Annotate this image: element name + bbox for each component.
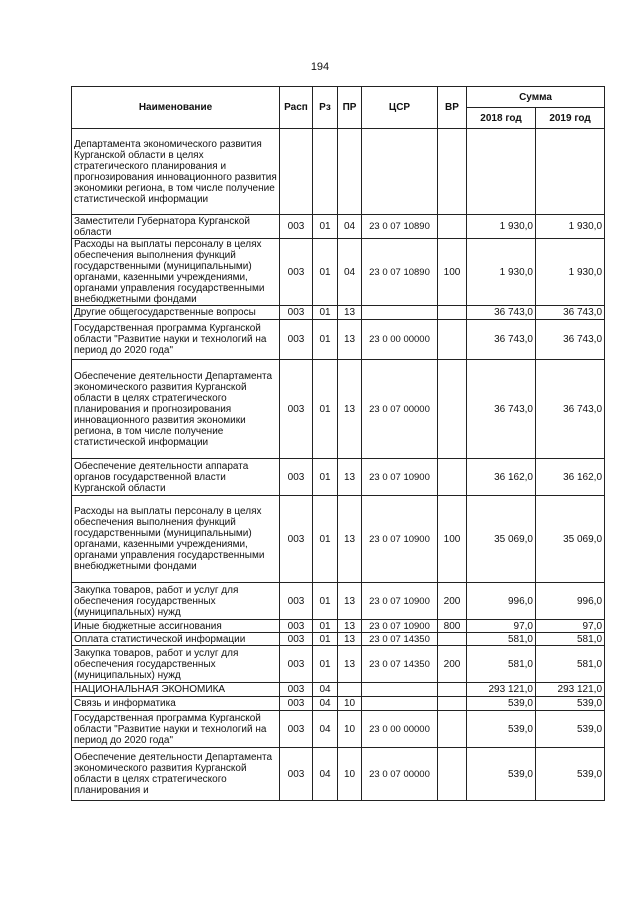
row-rz: 01 <box>313 459 338 496</box>
row-pr: 13 <box>338 320 362 360</box>
header-rz: Рз <box>313 87 338 129</box>
row-pr: 13 <box>338 306 362 320</box>
row-csr: 23 0 07 00000 <box>362 748 438 801</box>
table-row <box>72 646 605 683</box>
row-rz: 04 <box>313 711 338 748</box>
row-sum-2019: 996,0 <box>536 583 605 620</box>
header-sum: Сумма <box>467 87 605 108</box>
row-rasp: 003 <box>280 496 313 583</box>
row-csr: 23 0 00 00000 <box>362 711 438 748</box>
table-row <box>72 129 605 215</box>
row-vr: 100 <box>438 496 467 583</box>
row-csr: 23 0 07 14350 <box>362 646 438 683</box>
table-row <box>72 496 605 583</box>
row-rz: 01 <box>313 496 338 583</box>
table-row <box>72 633 605 646</box>
row-name: Закупка товаров, работ и услуг для обеспечения государственных (муниципальных) нужд <box>72 583 280 620</box>
row-name: Государственная программа Курганской области "Развитие науки и технологий на период до 2020 года" <box>72 711 280 748</box>
row-pr: 13 <box>338 360 362 459</box>
row-name: НАЦИОНАЛЬНАЯ ЭКОНОМИКА <box>72 683 280 697</box>
row-pr: 13 <box>338 459 362 496</box>
row-sum-2019: 36 743,0 <box>536 320 605 360</box>
row-pr: 13 <box>338 496 362 583</box>
row-rz: 04 <box>313 683 338 697</box>
row-name: Обеспечение деятельности Департамента экономического развития Курганской области в целях стратегического планирования и прогнозирования инновационного развития экономики региона, в том числе получение статистической информации <box>72 360 280 459</box>
row-sum-2018: 36 162,0 <box>467 459 536 496</box>
row-sum-2018: 996,0 <box>467 583 536 620</box>
row-name: Государственная программа Курганской области "Развитие науки и технологий на период до 2020 года" <box>72 320 280 360</box>
row-csr: 23 0 07 10900 <box>362 583 438 620</box>
row-name: Обеспечение деятельности Департамента экономического развития Курганской области в целях стратегического планирования и <box>72 748 280 801</box>
row-rz: 01 <box>313 215 338 239</box>
row-pr: 13 <box>338 646 362 683</box>
row-vr <box>438 306 467 320</box>
row-vr <box>438 129 467 215</box>
row-csr <box>362 697 438 711</box>
budget-table <box>71 86 605 801</box>
header-csr: ЦСР <box>362 87 438 129</box>
table-row <box>72 306 605 320</box>
row-sum-2019: 36 743,0 <box>536 306 605 320</box>
row-name: Закупка товаров, работ и услуг для обеспечения государственных (муниципальных) нужд <box>72 646 280 683</box>
row-sum-2019: 1 930,0 <box>536 215 605 239</box>
table-row <box>72 711 605 748</box>
page-number: 194 <box>310 61 330 73</box>
row-rz: 04 <box>313 697 338 711</box>
row-vr <box>438 360 467 459</box>
row-vr <box>438 748 467 801</box>
row-rz: 04 <box>313 748 338 801</box>
header-year-2019: 2019 год <box>536 108 605 129</box>
row-vr: 800 <box>438 620 467 633</box>
row-pr: 10 <box>338 748 362 801</box>
row-rasp: 003 <box>280 306 313 320</box>
row-name: Обеспечение деятельности аппарата органов государственной власти Курганской области <box>72 459 280 496</box>
row-rasp: 003 <box>280 320 313 360</box>
row-sum-2019: 581,0 <box>536 633 605 646</box>
header-pr: ПР <box>338 87 362 129</box>
row-vr <box>438 683 467 697</box>
row-sum-2019: 539,0 <box>536 697 605 711</box>
row-sum-2018: 539,0 <box>467 748 536 801</box>
row-name: Расходы на выплаты персоналу в целях обеспечения выполнения функций государственными (муниципальными) органами, казенными учреждениями, органами управления государственными внебюджетными фондами <box>72 496 280 583</box>
row-csr <box>362 306 438 320</box>
row-vr: 100 <box>438 239 467 306</box>
row-sum-2018: 539,0 <box>467 711 536 748</box>
row-sum-2019 <box>536 129 605 215</box>
row-name: Оплата статистической информации <box>72 633 280 646</box>
row-csr <box>362 129 438 215</box>
row-csr: 23 0 07 10900 <box>362 496 438 583</box>
row-name: Связь и информатика <box>72 697 280 711</box>
row-sum-2019: 581,0 <box>536 646 605 683</box>
row-vr: 200 <box>438 646 467 683</box>
row-sum-2019: 35 069,0 <box>536 496 605 583</box>
row-name: Иные бюджетные ассигнования <box>72 620 280 633</box>
row-csr <box>362 683 438 697</box>
row-rasp: 003 <box>280 711 313 748</box>
row-vr <box>438 633 467 646</box>
row-vr <box>438 320 467 360</box>
header-rasp: Расп <box>280 87 313 129</box>
row-rz: 01 <box>313 646 338 683</box>
row-sum-2018: 35 069,0 <box>467 496 536 583</box>
row-sum-2018: 97,0 <box>467 620 536 633</box>
row-sum-2018: 1 930,0 <box>467 239 536 306</box>
row-rasp: 003 <box>280 697 313 711</box>
row-rz: 01 <box>313 306 338 320</box>
table-row <box>72 620 605 633</box>
row-sum-2019: 293 121,0 <box>536 683 605 697</box>
row-rasp: 003 <box>280 748 313 801</box>
row-vr <box>438 215 467 239</box>
row-pr: 10 <box>338 711 362 748</box>
row-sum-2018: 36 743,0 <box>467 306 536 320</box>
row-pr <box>338 683 362 697</box>
row-csr: 23 0 00 00000 <box>362 320 438 360</box>
row-csr: 23 0 07 10900 <box>362 620 438 633</box>
row-sum-2018: 293 121,0 <box>467 683 536 697</box>
row-vr: 200 <box>438 583 467 620</box>
row-pr <box>338 129 362 215</box>
row-pr: 13 <box>338 620 362 633</box>
table-row <box>72 683 605 697</box>
row-csr: 23 0 07 10890 <box>362 239 438 306</box>
table-body <box>72 129 605 801</box>
row-rz: 01 <box>313 360 338 459</box>
header-name: Наименование <box>72 87 280 129</box>
row-rz: 01 <box>313 633 338 646</box>
table-row <box>72 360 605 459</box>
row-sum-2018: 581,0 <box>467 633 536 646</box>
row-rasp: 003 <box>280 215 313 239</box>
row-rasp <box>280 129 313 215</box>
header-year-2018: 2018 год <box>467 108 536 129</box>
row-name: Заместители Губернатора Курганской области <box>72 215 280 239</box>
row-sum-2018: 1 930,0 <box>467 215 536 239</box>
row-pr: 13 <box>338 633 362 646</box>
table-row <box>72 215 605 239</box>
row-rasp: 003 <box>280 683 313 697</box>
row-pr: 04 <box>338 239 362 306</box>
row-rz: 01 <box>313 620 338 633</box>
table-row <box>72 320 605 360</box>
row-sum-2018 <box>467 129 536 215</box>
row-rz <box>313 129 338 215</box>
row-rz: 01 <box>313 320 338 360</box>
row-sum-2018: 581,0 <box>467 646 536 683</box>
table-row <box>72 748 605 801</box>
row-vr <box>438 459 467 496</box>
row-name: Расходы на выплаты персоналу в целях обеспечения выполнения функций государственными (муниципальными) органами, казенными учреждениями, органами управления государственными внебюджетными фондами <box>72 239 280 306</box>
row-rz: 01 <box>313 239 338 306</box>
row-pr: 10 <box>338 697 362 711</box>
row-name: Другие общегосударственные вопросы <box>72 306 280 320</box>
row-rasp: 003 <box>280 583 313 620</box>
row-pr: 04 <box>338 215 362 239</box>
row-csr: 23 0 07 14350 <box>362 633 438 646</box>
table-row <box>72 459 605 496</box>
row-rasp: 003 <box>280 620 313 633</box>
header-vr: ВР <box>438 87 467 129</box>
row-sum-2019: 97,0 <box>536 620 605 633</box>
row-sum-2019: 36 162,0 <box>536 459 605 496</box>
row-sum-2019: 539,0 <box>536 748 605 801</box>
row-pr: 13 <box>338 583 362 620</box>
table-row <box>72 239 605 306</box>
table-row <box>72 583 605 620</box>
row-csr: 23 0 07 00000 <box>362 360 438 459</box>
row-vr <box>438 697 467 711</box>
row-rasp: 003 <box>280 360 313 459</box>
row-csr: 23 0 07 10900 <box>362 459 438 496</box>
row-csr: 23 0 07 10890 <box>362 215 438 239</box>
row-rz: 01 <box>313 583 338 620</box>
row-sum-2019: 36 743,0 <box>536 360 605 459</box>
row-sum-2018: 539,0 <box>467 697 536 711</box>
row-rasp: 003 <box>280 646 313 683</box>
row-sum-2018: 36 743,0 <box>467 320 536 360</box>
row-name: Департамента экономического развития Курганской области в целях стратегического планирования и прогнозирования инновационного развития экономики региона, в том числе получение статистической информации <box>72 129 280 215</box>
table-row <box>72 697 605 711</box>
row-sum-2019: 1 930,0 <box>536 239 605 306</box>
row-vr <box>438 711 467 748</box>
row-rasp: 003 <box>280 239 313 306</box>
row-rasp: 003 <box>280 633 313 646</box>
row-sum-2019: 539,0 <box>536 711 605 748</box>
row-sum-2018: 36 743,0 <box>467 360 536 459</box>
row-rasp: 003 <box>280 459 313 496</box>
